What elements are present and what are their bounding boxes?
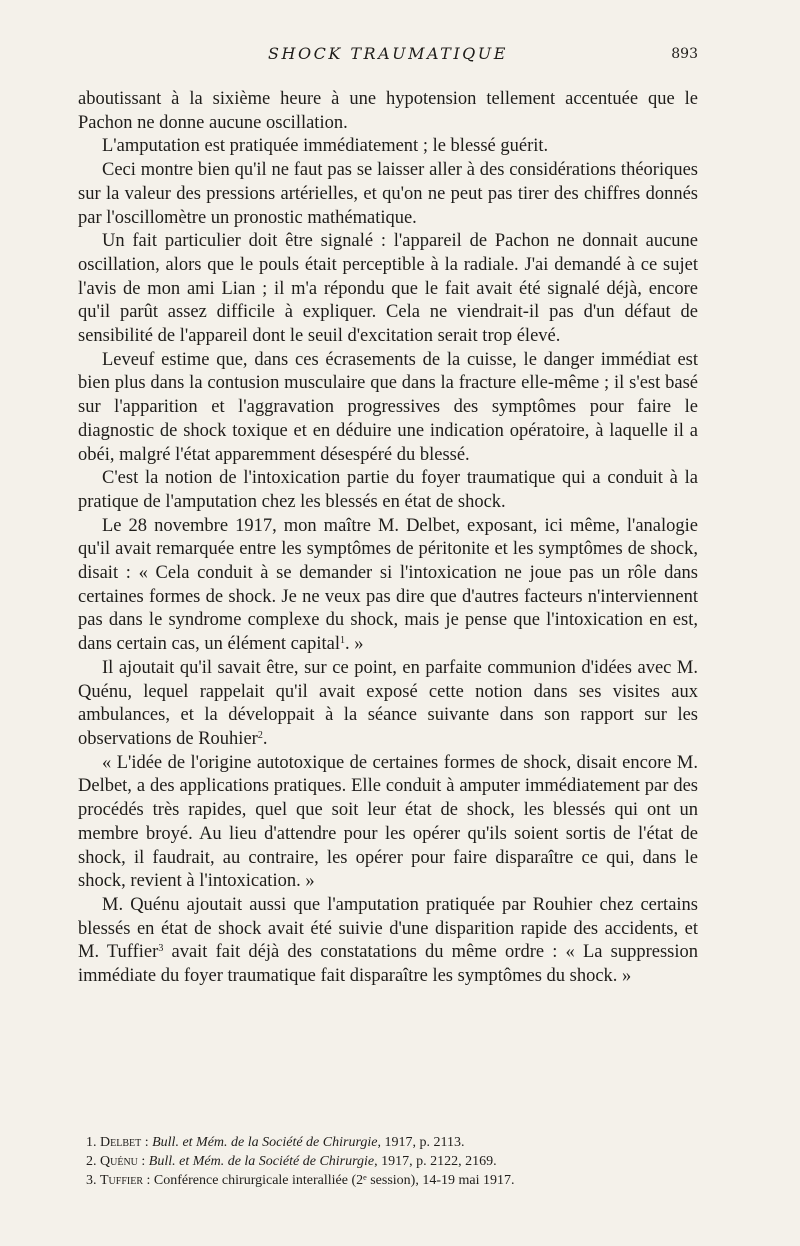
running-title: SHOCK TRAUMATIQUE (268, 44, 508, 63)
paragraph-1: aboutissant à la sixième heure à une hypotension tellement accentuée que le Pachon ne donne aucune oscillation. (78, 89, 698, 133)
footnotes (86, 1133, 698, 1190)
paragraph-10: M. Quénu ajoutait aussi que l'amputation pratiquée par Rouhier chez certains blessés en état de shock avait été suivie d'une disparition rapide des accidents, et M. Tuffier$^3$ avait fait déjà des constatations du même ordre : « La suppression immédiate du foyer traumatique fait disparaître les symptômes du shock. » (78, 894, 698, 987)
paragraph-5: Leveuf estime que, dans ces écrasements de la cuisse, le danger immédiat est bien plus dans la contusion musculaire que dans la fracture elle-même ; il s'est basé sur l'apparition et l'aggravation progressives des symptômes pour faire le diagnostic de shock toxique et en déduire une indication opératoire, à laquelle il a obéi, malgré l'état apparemment désespéré du blessé. (78, 349, 698, 465)
paragraph-4: Un fait particulier doit être signalé : l'appareil de Pachon ne donnait aucune oscillation, alors que le pouls était perceptible à la radiale. J'ai demandé à ce sujet l'avis de mon ami Lian ; il m'a répondu que le fait avait été signalé déjà, encore qu'il parût assez difficile à expliquer. Cela ne viendrait-il pas d'un défaut de sensibilité de l'appareil dont le seuil d'excitation serait trop élevé. (78, 231, 698, 347)
body-text (78, 88, 698, 989)
page-number: 893 (671, 46, 698, 62)
footnote-ref-2: 2 (257, 729, 263, 741)
footnote-1: 1. Delbet : Bull. et Mém. de la Société de Chirurgie, 1917, p. 2113. (86, 1135, 465, 1150)
paragraph-3: Ceci montre bien qu'il ne faut pas se laisser aller à des considérations théoriques sur la valeur des pressions artérielles, et qu'on ne peut pas tirer des chiffres donnés par l'oscillomètre un pronostic mathématique. (78, 160, 698, 228)
footnote-ref-3: 3 (158, 943, 164, 955)
paragraph-2: L'amputation est pratiquée immédiatement ; le blessé guérit. (102, 136, 549, 157)
footnote-ref-1: 1 (339, 635, 345, 647)
page-header (78, 44, 698, 70)
footnote-3: 3. Tuffier : Conférence chirurgicale interalliée (2ᵉ session), 14-19 mai 1917. (86, 1173, 515, 1188)
paragraph-8: Il ajoutait qu'il savait être, sur ce point, en parfaite communion d'idées avec M. Quénu, lequel rappelait qu'il avait exposé cette notion dans ses visites aux ambulances, et la développait à la séance suivante dans son rapport sur les observations de Rouhier$^2$. (78, 657, 698, 749)
footnote-2: 2. Quénu : Bull. et Mém. de la Société de Chirurgie, 1917, p. 2122, 2169. (86, 1154, 497, 1169)
paragraph-7: Le 28 novembre 1917, mon maître M. Delbet, exposant, ici même, l'analogie qu'il avait remarquée entre les symptômes de péritonite et les symptômes de shock, disait : « Cela conduit à se demander si l'intoxication ne joue pas un rôle dans certaines formes de shock. Je ne veux pas dire que d'autres facteurs n'interviennent pas dans le syndrome complexe du shock, mais je pense que l'intoxication en est, dans certain cas, un élément capital$^1$. » (78, 515, 698, 655)
paragraph-6: C'est la notion de l'intoxication partie du foyer traumatique qui a conduit à la pratique de l'amputation chez les blessés en état de shock. (78, 468, 698, 512)
paragraph-9: « L'idée de l'origine autotoxique de certaines formes de shock, disait encore M. Delbet, a des applications pratiques. Elle conduit à amputer immédiatement par des procédés très rapides, quel que soit leur état de shock, les blessés qui ont un membre broyé. Au lieu d'attendre pour les opérer qu'ils soient sortis de l'état de shock, il faudrait, au contraire, les opérer pour faire disparaître ce qui, dans le shock, revient à l'intoxication. » (78, 752, 698, 892)
